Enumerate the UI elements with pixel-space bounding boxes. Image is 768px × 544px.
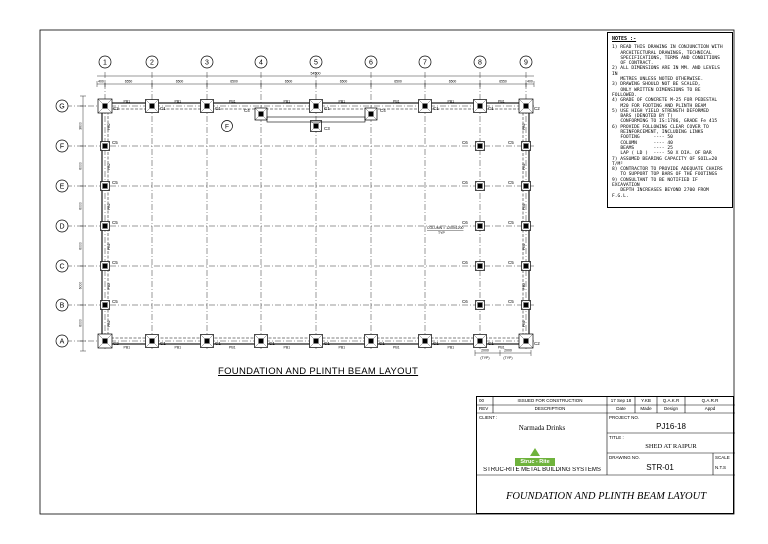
footing-label: C1 <box>488 106 494 111</box>
company-name: STRUC-RITE METAL BUILDING SYSTEMS <box>483 467 601 473</box>
note-item: 5) USE HIGH YIELD STRENGTH DEFORMED BARS (DENOTED BY T) CONFORMING TO IS:1786, GRADE Fe 415 <box>612 108 718 125</box>
notes-title: NOTES :- <box>612 36 637 42</box>
pedestal <box>524 104 529 109</box>
dimension-bay: 6500 <box>284 79 293 84</box>
beam-label-bottom: PB1 <box>283 345 291 350</box>
beam-label-right: PB2 <box>522 282 526 290</box>
footing-label: C2 <box>113 341 119 346</box>
client-name: Narmada Drinks <box>518 424 566 432</box>
footing-label: C5 <box>508 140 514 145</box>
rev-number: 00 <box>479 398 485 403</box>
grid-bubble-col-label: 3 <box>205 59 209 67</box>
scale-label: SCALE <box>715 455 730 460</box>
pedestal <box>524 184 529 189</box>
note-item: 8) CONTRACTOR TO PROVIDE ADEQUATE CHAIRS TO SUPPORT TOP BARS OF THE FOOTINGS <box>612 167 723 178</box>
footing-label: C6 <box>462 220 468 225</box>
dimension-row: 6000 <box>78 319 83 327</box>
dimension-row: 6000 <box>78 242 83 250</box>
title-block <box>476 396 734 514</box>
beam-label-left: PB2 <box>107 282 111 290</box>
pedestal <box>478 339 483 344</box>
header-rev: REV <box>479 406 489 411</box>
pedestal <box>524 264 529 269</box>
beam-label-top: PB1 <box>393 99 400 104</box>
pedestal <box>103 224 108 229</box>
footing-label: C1 <box>379 341 385 346</box>
detail-bubble-label: F <box>225 123 229 131</box>
pedestal <box>524 339 529 344</box>
pedestal <box>524 303 529 308</box>
grid-bubble-col-label: 4 <box>259 59 263 67</box>
footing-label: C1 <box>433 106 439 111</box>
pedestal <box>103 104 108 109</box>
pedestal <box>524 224 529 229</box>
beam-label-left: PB2 <box>107 163 111 170</box>
column-note: COLUMN = 1200x1200 <box>427 226 464 230</box>
beam-label-bottom: PB1 <box>174 345 182 350</box>
footing-label: C3 <box>324 126 330 131</box>
dimension-bottom-2-note: (TYP) <box>503 356 513 360</box>
beam-label-left: PB2 <box>107 123 111 130</box>
header-design: Design <box>663 406 678 411</box>
footing-label: C1 <box>433 341 439 346</box>
dimension-bay: 6500 <box>394 79 402 84</box>
pedestal <box>369 112 374 117</box>
layout-title: FOUNDATION AND PLINTH BEAM LAYOUT <box>218 366 419 377</box>
beam-label-top: PB1 <box>229 99 236 104</box>
dimension-bay: 6500 <box>230 79 238 84</box>
footing-label: C5 <box>112 299 118 304</box>
rev-design: Q.A.K.R <box>662 398 680 403</box>
dimension-bay: 6500 <box>448 79 457 84</box>
footing-label: C2 <box>534 341 540 346</box>
footing-label: C1 <box>324 341 330 346</box>
pedestal <box>103 264 108 269</box>
dimension-bottom-2: 2000 <box>504 348 512 353</box>
beam-label-left: PB2 <box>107 320 111 327</box>
footing-label: C2 <box>113 106 119 111</box>
beam-label-left: PB2 <box>107 243 111 250</box>
grid-bubble-col-label: 1 <box>103 59 107 67</box>
rev-description: ISSUED FOR CONSTRUCTION <box>517 398 583 403</box>
beam-label-bottom: PB1 <box>393 345 400 350</box>
logo-swoosh-icon <box>529 447 541 457</box>
company-logo <box>505 447 565 467</box>
note-item: 4) GRADE OF CONCRETE M-25 FOR PEDESTAL M20 FOR FOOTING AND PLINTH BEAM <box>612 98 718 109</box>
title-label: TITLE : <box>609 435 624 440</box>
header-made: Made <box>640 406 652 411</box>
grid-bubble-col-label: 8 <box>478 59 482 67</box>
pedestal <box>423 104 428 109</box>
header-description: DESCRIPTION <box>534 406 566 411</box>
dimension-bay: 400 <box>98 79 104 84</box>
footing-label: C6 <box>462 140 468 145</box>
pedestal <box>259 339 264 344</box>
rev-made: Y.KB <box>641 398 651 403</box>
note-item: 2) ALL DIMENSIONS ARE IN MM. AND LEVELS IN METRES UNLESS NOTED OTHERWISE. <box>612 66 720 83</box>
grid-bubble-col-label: 2 <box>150 59 154 67</box>
header-date: Date <box>616 406 626 411</box>
dimension-row: 3600 <box>78 122 83 130</box>
pedestal <box>478 224 483 229</box>
grid-bubble-row-label: G <box>59 103 65 111</box>
footing-label: C1 <box>324 106 330 111</box>
pedestal <box>314 124 319 129</box>
beam-label-top: PB1 <box>174 99 182 104</box>
pedestal <box>314 339 319 344</box>
title-value: SHED AT RAIPUR <box>645 443 697 450</box>
beam-label-right: PB2 <box>522 203 526 210</box>
pedestal <box>205 339 210 344</box>
beam-label-right: PB2 <box>522 123 526 130</box>
footing-label: C6 <box>462 180 468 185</box>
pedestal <box>314 104 319 109</box>
pedestal <box>150 104 155 109</box>
column-note-typ: TYP <box>438 231 445 235</box>
foundation-plan <box>56 56 540 360</box>
dimension-row: 6000 <box>78 162 83 170</box>
beam-label-top: PB1 <box>498 99 505 104</box>
notes-list <box>612 45 728 199</box>
pedestal <box>103 303 108 308</box>
note-item: 6) PROVIDE FOLLOWING CLEAR COVER TO REINFORCEMENT, INCLUDING LINKS FOOTING ---- 50 COLUMN ---- 40 BEAMS ---- 25 LAP ( LD ) ---- 50 X DIA. OF BAR <box>612 124 712 157</box>
plinth-beam-inner <box>108 109 523 338</box>
dimension-bay: 6550 <box>124 79 133 84</box>
grid-bubble-row-label: B <box>59 302 65 310</box>
beam-label-left: PB2 <box>107 203 111 210</box>
grid-bubble-row-label: D <box>59 223 65 231</box>
pedestal <box>150 339 155 344</box>
beam-label-right: PB2 <box>522 243 526 250</box>
pedestal <box>369 339 374 344</box>
dimension-overall: 54500 <box>310 71 321 76</box>
rev-date: 17 Sep 18 <box>610 398 632 403</box>
drawing-number-label: DRAWING NO. <box>609 455 640 460</box>
beam-label-top: PB1 <box>338 99 346 104</box>
grid-bubble-row-label: A <box>59 338 65 346</box>
dimension-bottom-1: 2000 <box>481 348 489 353</box>
drawing-number: STR-01 <box>646 463 674 472</box>
pedestal <box>103 144 108 149</box>
project-number: PJ16-18 <box>656 422 686 431</box>
pedestal <box>478 264 483 269</box>
pedestal <box>478 303 483 308</box>
pedestal <box>103 339 108 344</box>
footing-label: C5 <box>508 180 514 185</box>
note-item: 9) CONSULTANT TO BE NOTIFIED IF EXCAVATION DEPTH INCREASES BEYOND 2700 FROM F.G.L. <box>612 177 709 199</box>
logo-text: Struc - Rite <box>520 459 550 465</box>
sheet-title: FOUNDATION AND PLINTH BEAM LAYOUT <box>505 491 707 502</box>
beam-label-right: PB2 <box>522 320 526 327</box>
footing-label: C4 <box>244 108 250 113</box>
project-label: PROJECT NO. <box>609 415 640 420</box>
footing-label: C5 <box>112 180 118 185</box>
grid-bubble-row-label: C <box>59 263 65 271</box>
beam-label-top: PB1 <box>123 99 131 104</box>
grid-bubble-col-label: 7 <box>423 59 427 67</box>
note-item: 7) ASSUMED BEARING CAPACITY OF SOIL=20 T/M² <box>612 156 720 167</box>
beam-label-bottom: PB1 <box>338 345 346 350</box>
rev-approved: Q.A.R.R <box>701 398 719 403</box>
note-item: 3) DRAWING SHOULD NOT BE SCALED, ONLY WRITTEN DIMENSIONS TO BE FOLLOWED. <box>612 82 701 98</box>
footing-label: C4 <box>380 108 386 113</box>
notes-panel <box>607 32 733 208</box>
dimension-bay: 6500 <box>175 79 184 84</box>
pedestal <box>423 339 428 344</box>
beam-label-bottom: PB1 <box>498 345 505 350</box>
note-item: 1) READ THIS DRAWING IN CONJUNCTION WITH ARCHITECTURAL DRAWINGS, TECHNICAL SPECIFICATIONS, TERMS AND CONDITIONS OF CONTRACT. <box>612 45 723 67</box>
beam-label-bottom: PB1 <box>447 345 455 350</box>
grid-bubble-col-label: 9 <box>524 59 528 67</box>
pedestal <box>478 184 483 189</box>
footing-label: C1 <box>215 341 221 346</box>
grid-bubble-row-label: E <box>59 183 65 191</box>
beam-label-right: PB2 <box>522 163 526 170</box>
footing-label: C5 <box>112 220 118 225</box>
footing-label: C5 <box>508 260 514 265</box>
pedestal <box>103 184 108 189</box>
dimension-row: 6000 <box>78 202 83 210</box>
dimension-bay: 400 <box>527 79 533 84</box>
footing-label: C1 <box>488 341 494 346</box>
pedestal <box>478 144 483 149</box>
footing-label: C1 <box>215 106 221 111</box>
dimension-bay: 6500 <box>339 79 348 84</box>
pedestal <box>524 144 529 149</box>
dimension-bottom-1-note: (TYP) <box>480 356 490 360</box>
footing-label: C1 <box>160 341 166 346</box>
footing-label: C6 <box>462 260 468 265</box>
footing-label: C5 <box>112 260 118 265</box>
footing-label: C5 <box>508 299 514 304</box>
beam-label-top: PB1 <box>447 99 455 104</box>
grid-bubble-row-label: F <box>59 143 65 151</box>
footing-label: C6 <box>462 299 468 304</box>
pedestal <box>478 104 483 109</box>
pedestal <box>205 104 210 109</box>
scale-value: N.T.S <box>715 465 727 470</box>
grid-bubble-col-label: 5 <box>314 59 318 67</box>
header-approved: Appd <box>704 406 716 411</box>
footing-label: C1 <box>269 341 275 346</box>
dimension-row: 6000 <box>78 281 83 290</box>
beam-label-top: PB1 <box>283 99 291 104</box>
client-label: CLIENT : <box>479 415 498 420</box>
footing-label: C2 <box>534 106 540 111</box>
dimension-bay: 6550 <box>499 79 507 84</box>
beam-label-bottom: PB1 <box>123 345 131 350</box>
pedestal <box>259 112 264 117</box>
grid-bubble-col-label: 6 <box>369 59 373 67</box>
beam-label-bottom: PB1 <box>229 345 236 350</box>
footing-label: C5 <box>112 140 118 145</box>
footing-label: C5 <box>508 220 514 225</box>
footing-label: C1 <box>160 106 166 111</box>
